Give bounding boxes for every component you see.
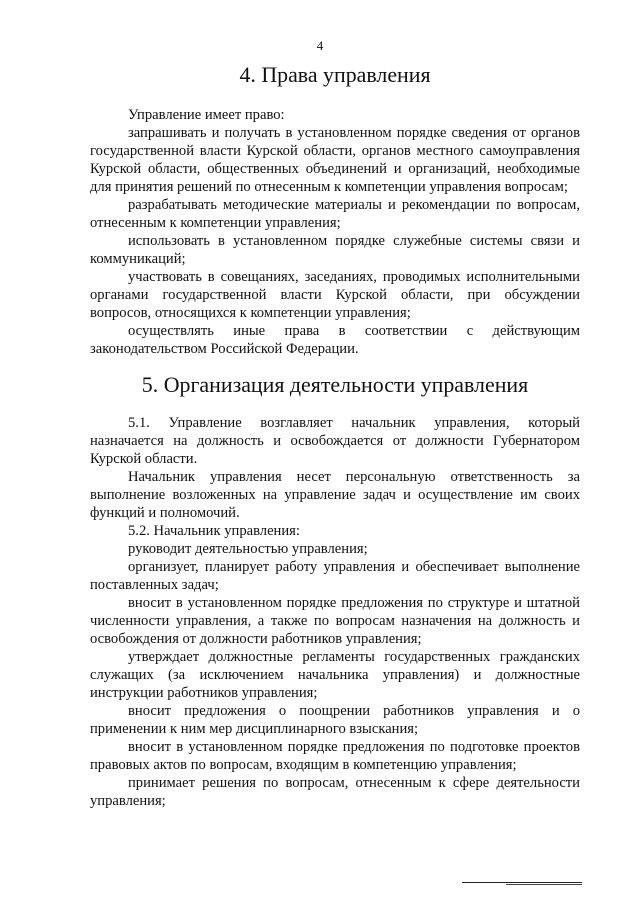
section-4-heading: 4. Права управления — [239, 62, 431, 87]
document-body — [90, 58, 580, 810]
section-4-item: запрашивать и получать в установленном порядке сведения от органов государственной власти Курской области, органов местного самоуправления Курской области, общественных объединений и организаций, необходимые для принятия решений по отнесенным к компетенции управления вопросам; — [90, 125, 580, 195]
page-number: 4 — [316, 38, 324, 53]
section-5-paragraph: утверждает должностные регламенты государственных гражданских служащих (за исключением начальника управления) и должностные инструкции работников управления; — [90, 649, 580, 701]
section-5-paragraph: 5.1. Управление возглавляет начальник управления, который назначается на должность и освобождается от должности Губернатором Курской области. — [90, 415, 580, 467]
section-4-item: использовать в установленном порядке служебные системы связи и коммуникаций; — [90, 233, 580, 267]
section-4-item: осуществлять иные права в соответствии с действующим законодательством Российской Федерации. — [90, 323, 580, 357]
section-5-paragraph: вносит в установленном порядке предложения по подготовке проектов правовых актов по вопросам, входящим в компетенцию управления; — [90, 739, 580, 773]
section-5-paragraph: вносит предложения о поощрении работников управления и о применении к ним мер дисциплинарного взыскания; — [90, 703, 580, 737]
section-4-item: разрабатывать методические материалы и рекомендации по вопросам, отнесенным к компетенции управления; — [90, 197, 580, 231]
section-5-paragraph: Начальник управления несет персональную ответственность за выполнение возложенных на управление задач и осуществление им своих функций и полномочий. — [90, 469, 580, 521]
section-4-item: участвовать в совещаниях, заседаниях, проводимых исполнительными органами государственной власти Курской области, при обсуждении вопросов, относящихся к компетенции управления; — [90, 269, 580, 321]
section-5-paragraph: принимает решения по вопросам, отнесенным к сфере деятельности управления; — [90, 775, 580, 809]
section-5-heading: 5. Организация деятельности управления — [141, 372, 529, 397]
section-5-paragraph: вносит в установленном порядке предложения по структуре и штатной численности управления, а также по вопросам назначения на должность и освобождения от должности работников управления; — [90, 595, 580, 647]
footer-rule-secondary — [506, 884, 582, 885]
footer-rule — [462, 882, 582, 883]
section-4-intro: Управление имеет право: — [128, 107, 285, 123]
section-5-paragraph: 5.2. Начальник управления: — [128, 523, 300, 539]
section-5-paragraph: руководит деятельностью управления; — [128, 541, 368, 557]
section-5-paragraph: организует, планирует работу управления и обеспечивает выполнение поставленных задач; — [90, 559, 580, 593]
